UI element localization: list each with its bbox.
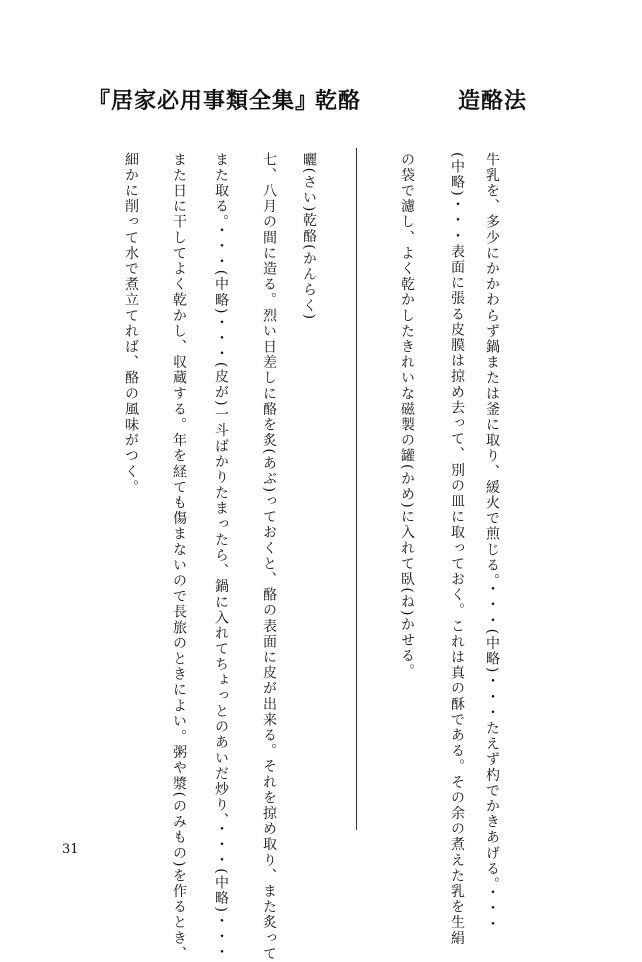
section-title: 造酪法	[458, 88, 528, 114]
text-line: (中略)・・・表面に張る皮膜は掠め去って、別の皿に取っておく。これは真の酥である。その余の煮えた乳を生絹	[449, 152, 465, 947]
text-line: の袋で濾し、よく乾かしたきれいな磁製の罐(かめ)に入れて臥(ね)かせる。	[399, 152, 415, 680]
divider-line	[356, 148, 357, 830]
page-header	[0, 84, 642, 124]
book-title: 『居家必用事類全集』	[88, 88, 319, 114]
page-number: 31	[62, 842, 79, 857]
text-line: また日に干してよく乾かし、収蔵する。年を経ても傷まないので長旅のときによい。粥や漿(のみもの)を作るとき、	[171, 152, 187, 962]
text-line: 七、八月の間に造る。烈い日差しに酪を炙(あぶ)っておくと、酪の表面に皮が出来る。それを掠め取り、また炙って	[261, 152, 277, 962]
text-line: 牛乳を、多少にかかわらず鍋または釜に取り、緩火で煎じる。・・・(中略)・・・たえず杓でかきあげる。・・・	[484, 152, 500, 933]
text-line: 細かに削って水で煮立てれば、酪の風味がつく。	[123, 152, 139, 496]
text-line: また取る。・・・(中略)・・・(皮が)一斗ばかりたまったら、鍋に入れてちょっとのあいだ炒り、・・・(中略)・・・	[213, 152, 229, 961]
subheading: 曬(さい)乾酪(かんらく)	[301, 152, 317, 321]
item-title: 乾酪	[315, 88, 362, 114]
